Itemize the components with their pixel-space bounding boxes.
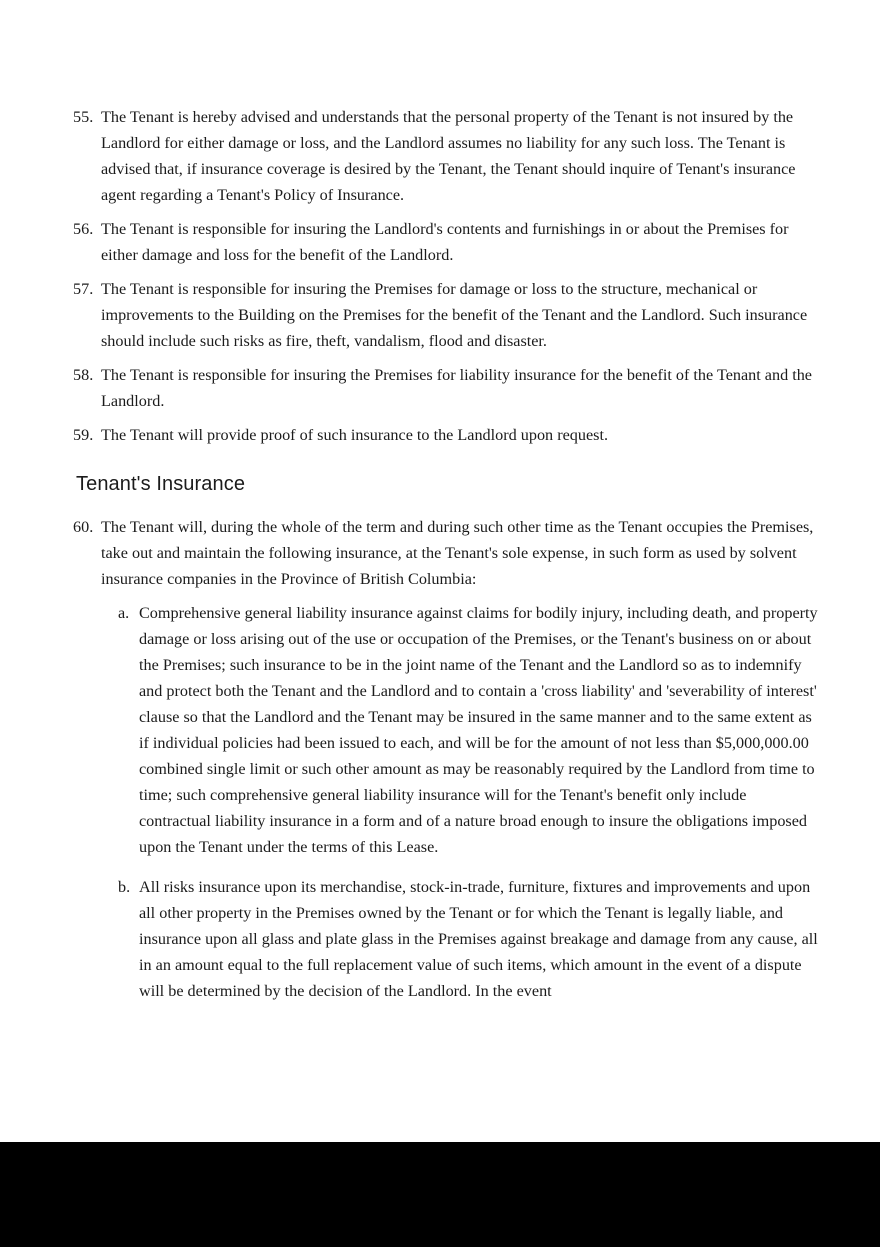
clause-58	[73, 362, 818, 414]
subclause-number: a.	[118, 604, 130, 622]
clause-number: 59.	[73, 426, 94, 444]
subclause-b	[73, 874, 818, 1004]
subclause-number: b.	[118, 878, 131, 896]
clause-text: The Tenant will, during the whole of the term and during such other time as the Tenant occupies the Premises, take out and maintain the following insurance, at the Tenant's sole expense, in such form as used by solvent insurance companies in the Province of British Columbia:	[101, 518, 814, 588]
clause-text: The Tenant will provide proof of such insurance to the Landlord upon request.	[101, 426, 608, 444]
clause-text: The Tenant is hereby advised and understands that the personal property of the Tenant is not insured by the Landlord for either damage or loss, and the Landlord assumes no liability for any such loss. The Tenant is advised that, if insurance coverage is desired by the Tenant, the Tenant should inquire of Tenant's insurance agent regarding a Tenant's Policy of Insurance.	[101, 108, 796, 204]
clause-60	[73, 514, 818, 592]
clause-55	[73, 104, 818, 208]
clause-number: 55.	[73, 108, 94, 126]
subclause-list	[73, 600, 818, 1004]
clause-number: 58.	[73, 366, 94, 384]
clause-number: 60.	[73, 518, 94, 536]
subclause-text: All risks insurance upon its merchandise, stock-in-trade, furniture, fixtures and improvements and upon all other property in the Premises owned by the Tenant or for which the Tenant is legally liable, and insurance upon all glass and plate glass in the Premises against breakage and damage from any cause, all in an amount equal to the full replacement value of such items, which amount in the event of a dispute will be determined by the decision of the Landlord. In the event	[139, 878, 818, 1000]
clause-57	[73, 276, 818, 354]
section-heading-tenants-insurance: Tenant's Insurance	[76, 473, 246, 495]
subclause-text: Comprehensive general liability insurance against claims for bodily injury, including death, and property damage or loss arising out of the use or occupation of the Premises, or the Tenant's business on or about the Premises; such insurance to be in the joint name of the Tenant and the Landlord so as to indemnify and protect both the Tenant and the Landlord and to contain a 'cross liability' and 'severability of interest' clause so that the Landlord and the Tenant may be insured in the same manner and to the same extent as if individual policies had been issued to each, and will be for the amount of not less than $5,000,000.00 combined single limit or such other amount as may be reasonably required by the Landlord from time to time; such comprehensive general liability insurance will for the Tenant's benefit only include contractual liability insurance in a form and of a nature broad enough to insure the obligations imposed upon the Tenant under the terms of this Lease.	[139, 604, 818, 856]
subclause-a	[73, 600, 818, 860]
clause-number: 56.	[73, 220, 94, 238]
clause-text: The Tenant is responsible for insuring the Premises for liability insurance for the benefit of the Tenant and the Landlord.	[101, 366, 812, 410]
page-bottom-band	[0, 1142, 880, 1247]
clause-text: The Tenant is responsible for insuring the Landlord's contents and furnishings in or about the Premises for either damage and loss for the benefit of the Landlord.	[101, 220, 789, 264]
clause-number: 57.	[73, 280, 94, 298]
clause-text: The Tenant is responsible for insuring the Premises for damage or loss to the structure, mechanical or improvements to the Building on the Premises for the benefit of the Tenant and the Landlord. Such insurance should include such risks as fire, theft, vandalism, flood and disaster.	[101, 280, 808, 350]
clause-59	[73, 422, 818, 448]
document-body	[73, 104, 818, 1018]
clause-56	[73, 216, 818, 268]
